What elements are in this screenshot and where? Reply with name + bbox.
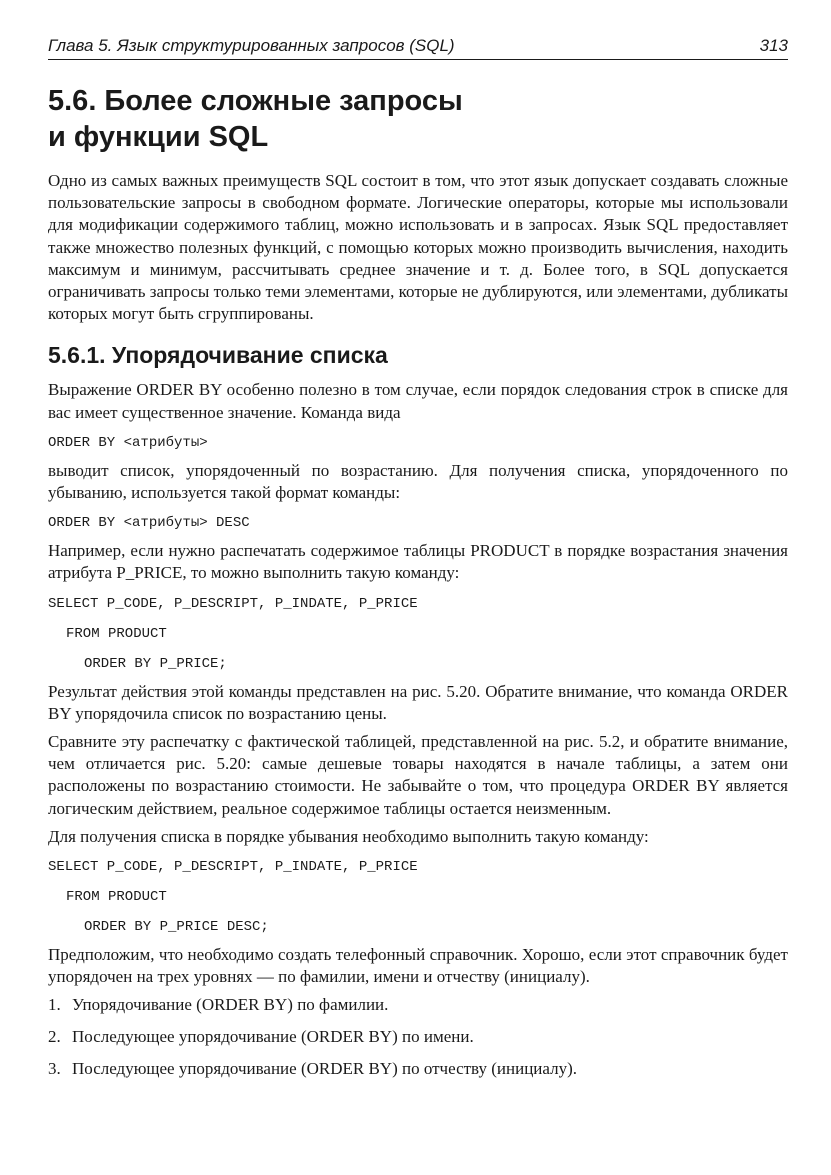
paragraph-result: Результат действия этой команды представлен на рис. 5.20. Обратите внимание, что команда ORDER BY упорядочила список по возрастанию цены. [48,681,788,723]
list-item-number: 3. [48,1059,61,1079]
paragraph-descending-example: Для получения списка в порядке убывания необходимо выполнить такую команду: [48,826,649,846]
page-number: 313 [759,36,788,55]
list-item [48,1058,788,1080]
list-item-number: 1. [48,995,61,1015]
list-item [48,1026,788,1048]
code-block-ascending [48,591,788,677]
code-line: FROM PRODUCT [66,889,167,906]
ordering-steps-list [48,994,788,1080]
code-order-by: ORDER BY <атрибуты> [48,434,208,451]
paragraph-example-ascending: Например, если нужно распечатать содержимое таблицы PRODUCT в порядке возрастания значения атрибута P_PRICE, то можно выполнить такую команду: [48,541,788,583]
list-item [48,994,788,1016]
code-line: ORDER BY P_PRICE DESC; [84,919,269,936]
code-order-by-desc: ORDER BY <атрибуты> DESC [48,515,250,532]
section-title-line2: и функции SQL [48,121,269,153]
paragraph-descending-format: выводит список, упорядоченный по возрастанию. Для получения списка, упорядоченного по убыванию, используется такой формат команды: [48,460,788,503]
section-intro-paragraph: Одно из самых важных преимуществ SQL состоит в том, что этот язык допускает создавать сложные пользовательские запросы в свободном формате. Логические операторы, которые мы использовали для модификации содержимого таблиц, можно использовать и в запросах. Язык SQL предоставляет также множество полезных функций, с помощью которых можно производить вычисления, находить максимум и минимум, рассчитывать среднее значение и т. д. Более того, в SQL допускается ограничивать запросы только теми элементами, которые не дублируются, или элементами, дубликаты которых могут быть сгруппированы. [48,171,788,324]
code-line: ORDER BY P_PRICE; [84,655,227,672]
chapter-title: Глава 5. Язык структурированных запросов (SQL) [48,36,455,55]
list-item-text: Последующее упорядочивание (ORDER BY) по имени. [72,1027,474,1047]
subsection-title: 5.6.1. Упорядочивание списка [48,342,388,369]
book-page [48,36,788,1090]
code-line: FROM PRODUCT [66,625,167,642]
code-block-descending [48,854,788,940]
code-line: SELECT P_CODE, P_DESCRIPT, P_INDATE, P_PRICE [48,859,418,876]
running-header [48,36,788,60]
code-line: SELECT P_CODE, P_DESCRIPT, P_INDATE, P_PRICE [48,595,418,612]
list-item-number: 2. [48,1027,61,1047]
list-item-text: Упорядочивание (ORDER BY) по фамилии. [72,995,389,1015]
paragraph-compare: Сравните эту распечатку с фактической таблицей, представленной на рис. 5.2, и обратите внимание, чем отличается рис. 5.20: самые дешевые товары находятся в начале таблицы, а затем они расположены по возрастанию стоимости. Не забывайте о том, что процедура ORDER BY является логическим действием, реальное содержимое таблицы остается неизменным. [48,732,788,818]
section-title-line1: 5.6. Более сложные запросы [48,85,463,117]
paragraph-order-by-intro: Выражение ORDER BY особенно полезно в том случае, если порядок следования строк в списке для вас имеет существенное значение. Команда вида [48,380,788,422]
list-item-text: Последующее упорядочивание (ORDER BY) по отчеству (инициалу). [72,1059,577,1079]
paragraph-phonebook: Предположим, что необходимо создать телефонный справочник. Хорошо, если этот справочник будет упорядочен на трех уровнях — по фамилии, имени и отчеству (инициалу). [48,945,788,987]
section-title [48,83,788,155]
